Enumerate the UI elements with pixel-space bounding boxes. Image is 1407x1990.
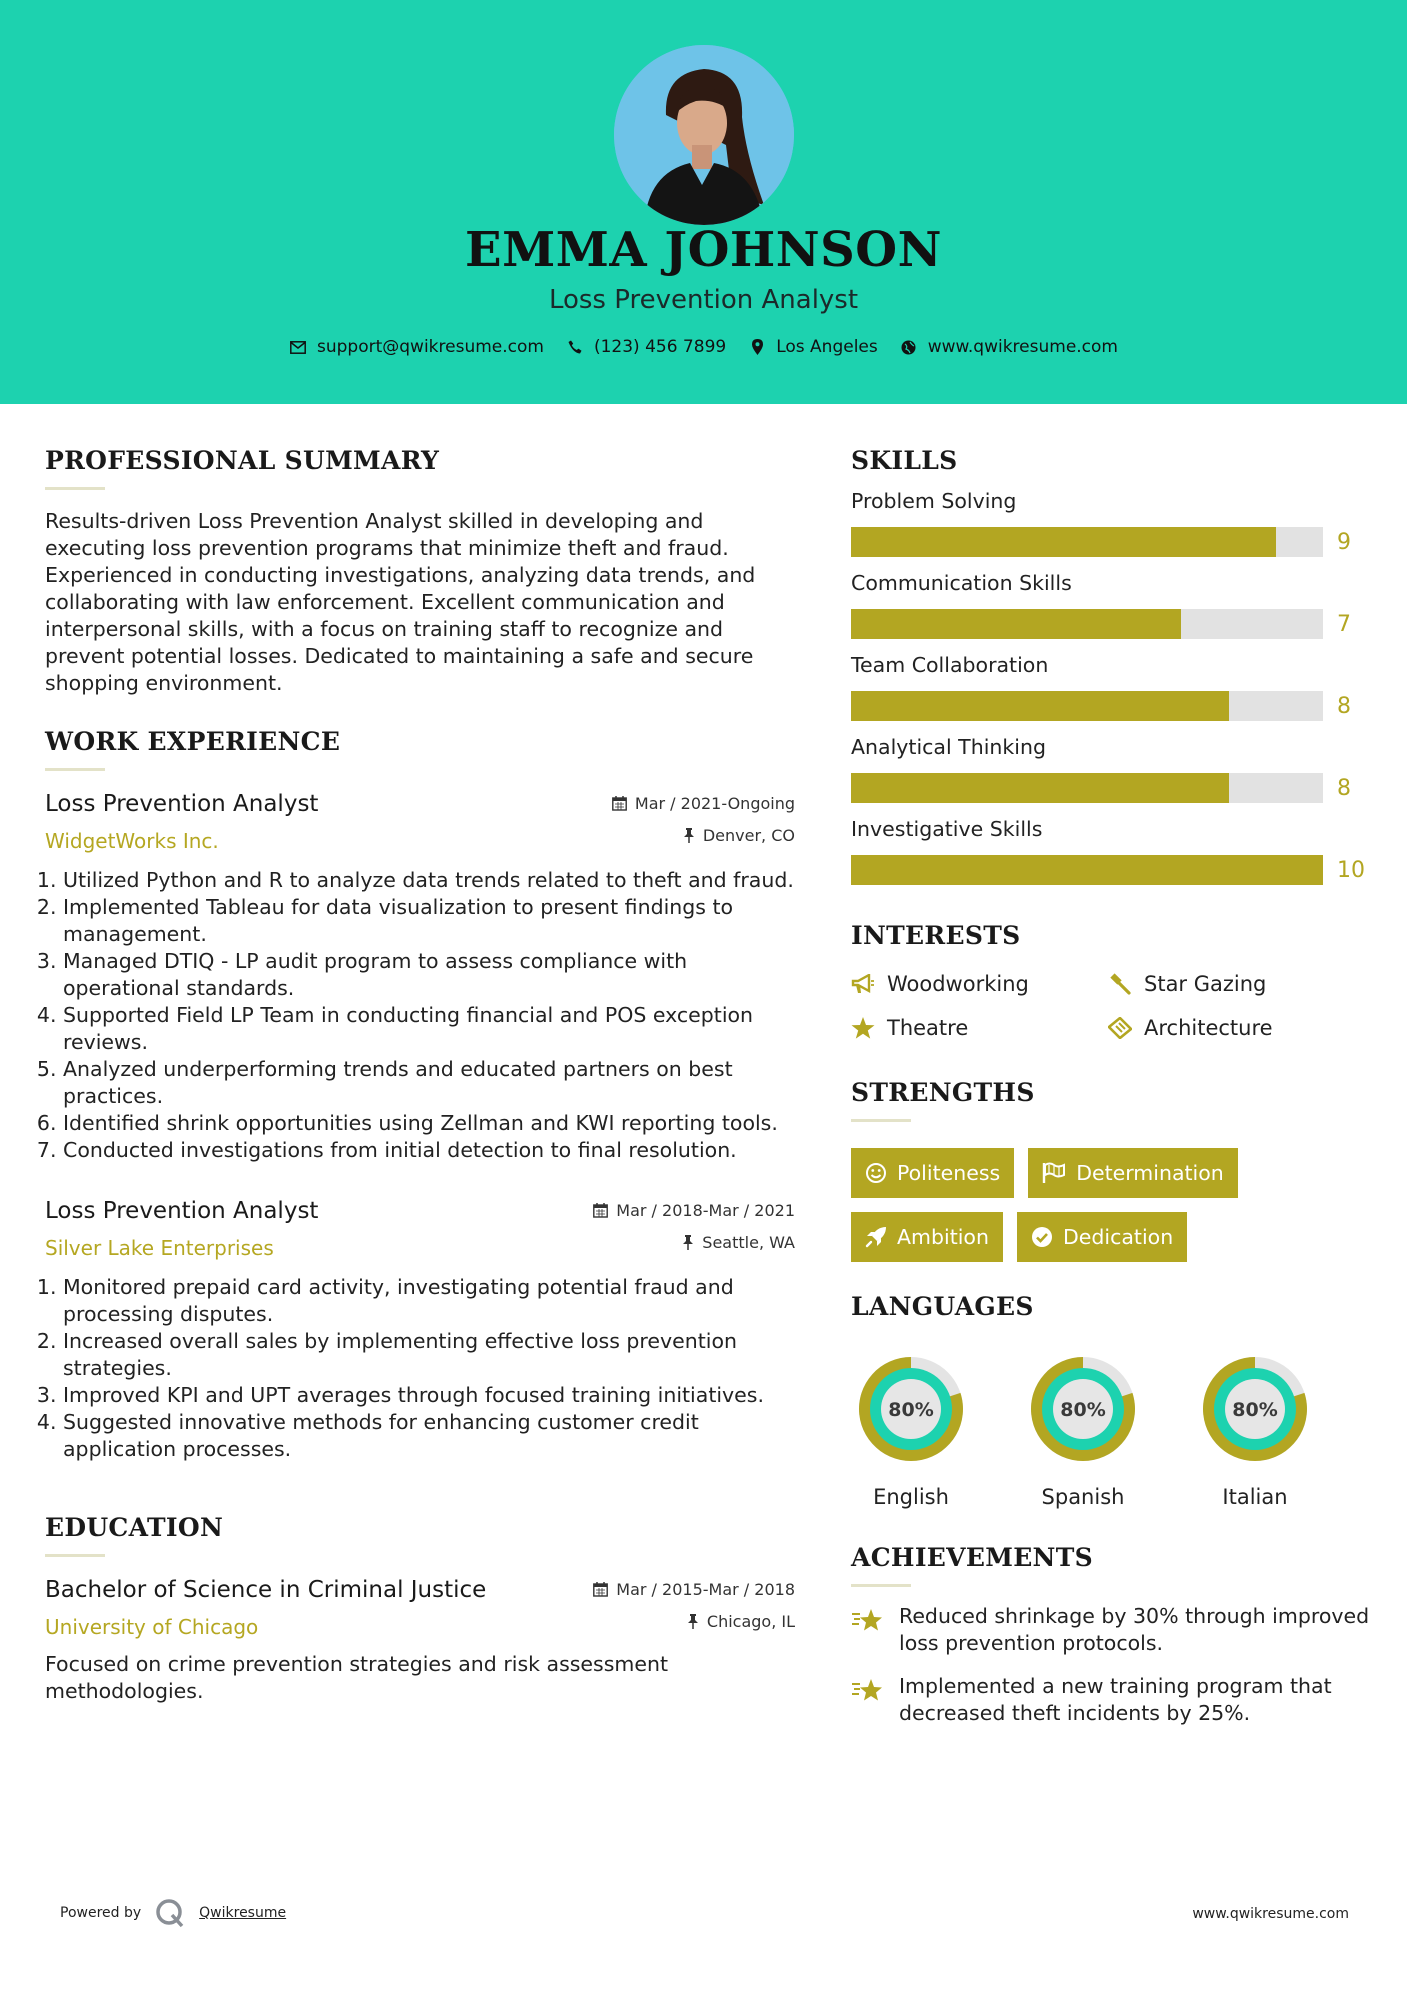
gavel-icon	[1108, 973, 1132, 995]
footer-url[interactable]: www.qwikresume.com	[1192, 1906, 1349, 1922]
interest-label: Woodworking	[887, 972, 1029, 996]
website-text: www.qwikresume.com	[927, 337, 1118, 357]
job-location-text: Denver, CO	[702, 825, 795, 845]
skill-row	[851, 855, 1371, 885]
achievement-item	[851, 1603, 1371, 1657]
skills-list	[851, 489, 1371, 885]
job-meta	[612, 791, 795, 847]
skill-value: 7	[1337, 611, 1351, 637]
qwikresume-link[interactable]: Qwikresume	[199, 1905, 287, 1921]
list-item: 4. Suggested innovative methods for enhancing customer credit application processes.	[63, 1409, 795, 1463]
language-donut	[851, 1349, 971, 1469]
strength-label: Dedication	[1062, 1225, 1174, 1249]
experience-section	[45, 727, 795, 1463]
heading-divider	[45, 768, 105, 771]
job-dates	[612, 791, 795, 815]
languages-list	[851, 1349, 1371, 1509]
job-bullets	[45, 1274, 795, 1463]
experience-heading: WORK EXPERIENCE	[45, 727, 341, 756]
skill-bar	[851, 527, 1323, 557]
check-circle-icon	[1031, 1226, 1053, 1248]
flag-icon	[1042, 1162, 1066, 1184]
language-item	[851, 1349, 971, 1509]
list-item: 1. Monitored prepaid card activity, investigating potential fraud and processing disputes.	[63, 1274, 795, 1328]
education-entry	[45, 1577, 795, 1705]
skill-value: 8	[1337, 693, 1351, 719]
language-donut	[1023, 1349, 1143, 1469]
education-meta	[593, 1577, 795, 1633]
skill-bar	[851, 855, 1323, 885]
qwikresume-logo-icon	[155, 1898, 185, 1928]
skills-section	[851, 446, 1371, 885]
skill-bar-fill	[851, 773, 1229, 803]
job-company: WidgetWorks Inc.	[45, 829, 219, 853]
email-text: support@qwikresume.com	[317, 337, 544, 357]
job-entry	[45, 791, 795, 1164]
job-dates	[593, 1198, 795, 1222]
strength-tag	[1028, 1148, 1238, 1198]
education-dates	[593, 1577, 795, 1601]
job-dates-text: Mar / 2021-Ongoing	[634, 793, 795, 813]
language-name: Italian	[1222, 1485, 1288, 1509]
map-marker-icon	[748, 338, 766, 356]
contact-website[interactable]	[900, 337, 1118, 357]
strength-tag	[851, 1212, 1003, 1262]
heading-divider	[851, 1119, 911, 1122]
list-item: 1. Utilized Python and R to analyze data trends related to theft and fraud.	[63, 867, 795, 894]
interest-label: Star Gazing	[1144, 972, 1267, 996]
interests-heading: INTERESTS	[851, 921, 1021, 950]
list-item: 7. Conducted investigations from initial detection to final resolution.	[63, 1137, 795, 1164]
ticket-icon	[1108, 1017, 1132, 1039]
heading-divider	[45, 487, 105, 490]
language-percent: 80%	[1232, 1399, 1278, 1421]
strength-label: Ambition	[897, 1225, 989, 1249]
strength-tag	[851, 1148, 1014, 1198]
heading-divider	[45, 1554, 105, 1557]
calendar-icon	[593, 1582, 608, 1597]
skill-name: Investigative Skills	[851, 817, 1043, 841]
interest-item	[851, 972, 1108, 996]
degree-title: Bachelor of Science in Criminal Justice	[45, 1577, 487, 1603]
list-item: 2. Implemented Tableau for data visualization to present findings to management.	[63, 894, 795, 948]
education-location	[593, 1609, 795, 1633]
list-item: 3. Managed DTIQ - LP audit program to assess compliance with operational standards.	[63, 948, 795, 1002]
summary-section	[45, 446, 795, 697]
skills-heading: SKILLS	[851, 446, 958, 475]
envelope-icon	[289, 338, 307, 356]
language-item	[1023, 1349, 1143, 1509]
globe-icon	[900, 338, 918, 356]
job-title: Loss Prevention Analyst	[45, 791, 319, 817]
skill-row	[851, 773, 1371, 803]
contact-email[interactable]	[289, 337, 544, 357]
contact-phone[interactable]	[566, 337, 726, 357]
job-entry	[45, 1198, 795, 1463]
rocket-icon	[865, 1226, 887, 1248]
achievements-heading: ACHIEVEMENTS	[851, 1543, 1093, 1572]
interest-item	[851, 1016, 1108, 1040]
skill-bar-fill	[851, 855, 1323, 885]
interest-item	[1108, 972, 1338, 996]
profile-photo	[614, 45, 794, 225]
phone-text: (123) 456 7899	[593, 337, 727, 357]
list-item: 5. Analyzed underperforming trends and educated partners on best practices.	[63, 1056, 795, 1110]
achievements-section	[851, 1543, 1371, 1727]
summary-heading: PROFESSIONAL SUMMARY	[45, 446, 440, 475]
skill-bar	[851, 691, 1323, 721]
pushpin-icon	[682, 1235, 694, 1250]
header-banner	[0, 0, 1407, 404]
strengths-section	[851, 1078, 1371, 1262]
job-location	[593, 1230, 795, 1254]
job-title: Loss Prevention Analyst	[45, 1198, 319, 1224]
skill-bar	[851, 773, 1323, 803]
interest-item	[1108, 1016, 1338, 1040]
star-award-icon	[851, 1603, 887, 1657]
right-column	[851, 446, 1371, 1727]
interest-label: Architecture	[1144, 1016, 1273, 1040]
language-name: English	[873, 1485, 949, 1509]
strength-label: Determination	[1076, 1161, 1224, 1185]
skill-bar-fill	[851, 609, 1181, 639]
list-item: 4. Supported Field LP Team in conducting financial and POS exception reviews.	[63, 1002, 795, 1056]
skill-value: 9	[1337, 529, 1351, 555]
heading-divider	[851, 1584, 911, 1587]
calendar-icon	[593, 1203, 608, 1218]
skill-item	[851, 653, 1371, 721]
person-silhouette-icon	[614, 45, 794, 225]
job-bullets	[45, 867, 795, 1164]
footer-powered-by	[60, 1898, 286, 1928]
skill-row	[851, 609, 1371, 639]
achievement-item	[851, 1673, 1371, 1727]
skill-bar	[851, 609, 1323, 639]
skill-item	[851, 489, 1371, 557]
job-company: Silver Lake Enterprises	[45, 1236, 274, 1260]
languages-heading: LANGUAGES	[851, 1292, 1034, 1321]
strength-label: Politeness	[897, 1161, 1001, 1185]
interests-section	[851, 921, 1371, 1040]
language-percent: 80%	[1060, 1399, 1106, 1421]
job-location-text: Seattle, WA	[702, 1232, 795, 1252]
list-item: 2. Increased overall sales by implementing effective loss prevention strategies.	[63, 1328, 795, 1382]
list-item: 3. Improved KPI and UPT averages through focused training initiatives.	[63, 1382, 795, 1409]
powered-by-text: Powered by	[60, 1905, 142, 1921]
job-dates-text: Mar / 2018-Mar / 2021	[616, 1200, 795, 1220]
skill-row	[851, 691, 1371, 721]
language-item	[1195, 1349, 1315, 1509]
skill-name: Team Collaboration	[851, 653, 1049, 677]
education-location-text: Chicago, IL	[706, 1611, 795, 1631]
language-name: Spanish	[1041, 1485, 1125, 1509]
bullhorn-icon	[851, 974, 875, 994]
achievement-text: Implemented a new training program that decreased theft incidents by 25%.	[899, 1674, 1332, 1725]
strengths-tags	[851, 1148, 1351, 1262]
achievement-text: Reduced shrinkage by 30% through improved loss prevention protocols.	[899, 1604, 1370, 1655]
skill-name: Problem Solving	[851, 489, 1017, 513]
candidate-name: EMMA JOHNSON	[465, 222, 942, 278]
job-meta	[593, 1198, 795, 1254]
skill-name: Communication Skills	[851, 571, 1072, 595]
skill-item	[851, 735, 1371, 803]
interests-grid	[851, 972, 1371, 1040]
contact-bar	[0, 337, 1407, 357]
language-donut	[1195, 1349, 1315, 1469]
left-column	[45, 446, 795, 1705]
education-dates-text: Mar / 2015-Mar / 2018	[616, 1579, 795, 1599]
education-heading: EDUCATION	[45, 1513, 224, 1542]
skill-bar-fill	[851, 691, 1229, 721]
language-percent: 80%	[888, 1399, 934, 1421]
skill-bar-fill	[851, 527, 1276, 557]
phone-icon	[566, 338, 584, 356]
education-description: Focused on crime prevention strategies and risk assessment methodologies.	[45, 1652, 669, 1703]
strengths-heading: STRENGTHS	[851, 1078, 1035, 1107]
skill-name: Analytical Thinking	[851, 735, 1046, 759]
skill-item	[851, 571, 1371, 639]
skill-value: 10	[1337, 857, 1365, 883]
skill-value: 8	[1337, 775, 1351, 801]
school-name: University of Chicago	[45, 1615, 259, 1639]
contact-location	[748, 337, 878, 357]
languages-section	[851, 1292, 1371, 1509]
skill-item	[851, 817, 1371, 885]
pushpin-icon	[683, 828, 695, 843]
list-item: 6. Identified shrink opportunities using Zellman and KWI reporting tools.	[63, 1110, 795, 1137]
location-text: Los Angeles	[776, 337, 878, 357]
smile-icon	[865, 1162, 887, 1184]
candidate-title: Loss Prevention Analyst	[548, 285, 859, 315]
star-icon	[851, 1017, 875, 1039]
strength-tag	[1017, 1212, 1187, 1262]
skill-row	[851, 527, 1371, 557]
summary-text: Results-driven Loss Prevention Analyst skilled in developing and executing loss prevention programs that minimize theft and fraud. Experienced in conducting investigations, analyzing data trends, and collaborating with law enforcement. Excellent communication and interpersonal skills, with a focus on training staff to recognize and prevent potential losses. Dedicated to maintaining a safe and secure shopping environment.	[45, 509, 756, 695]
interest-label: Theatre	[887, 1016, 969, 1040]
pushpin-icon	[687, 1614, 699, 1629]
education-section	[45, 1513, 795, 1705]
job-location	[612, 823, 795, 847]
star-award-icon	[851, 1673, 887, 1727]
calendar-icon	[612, 796, 627, 811]
